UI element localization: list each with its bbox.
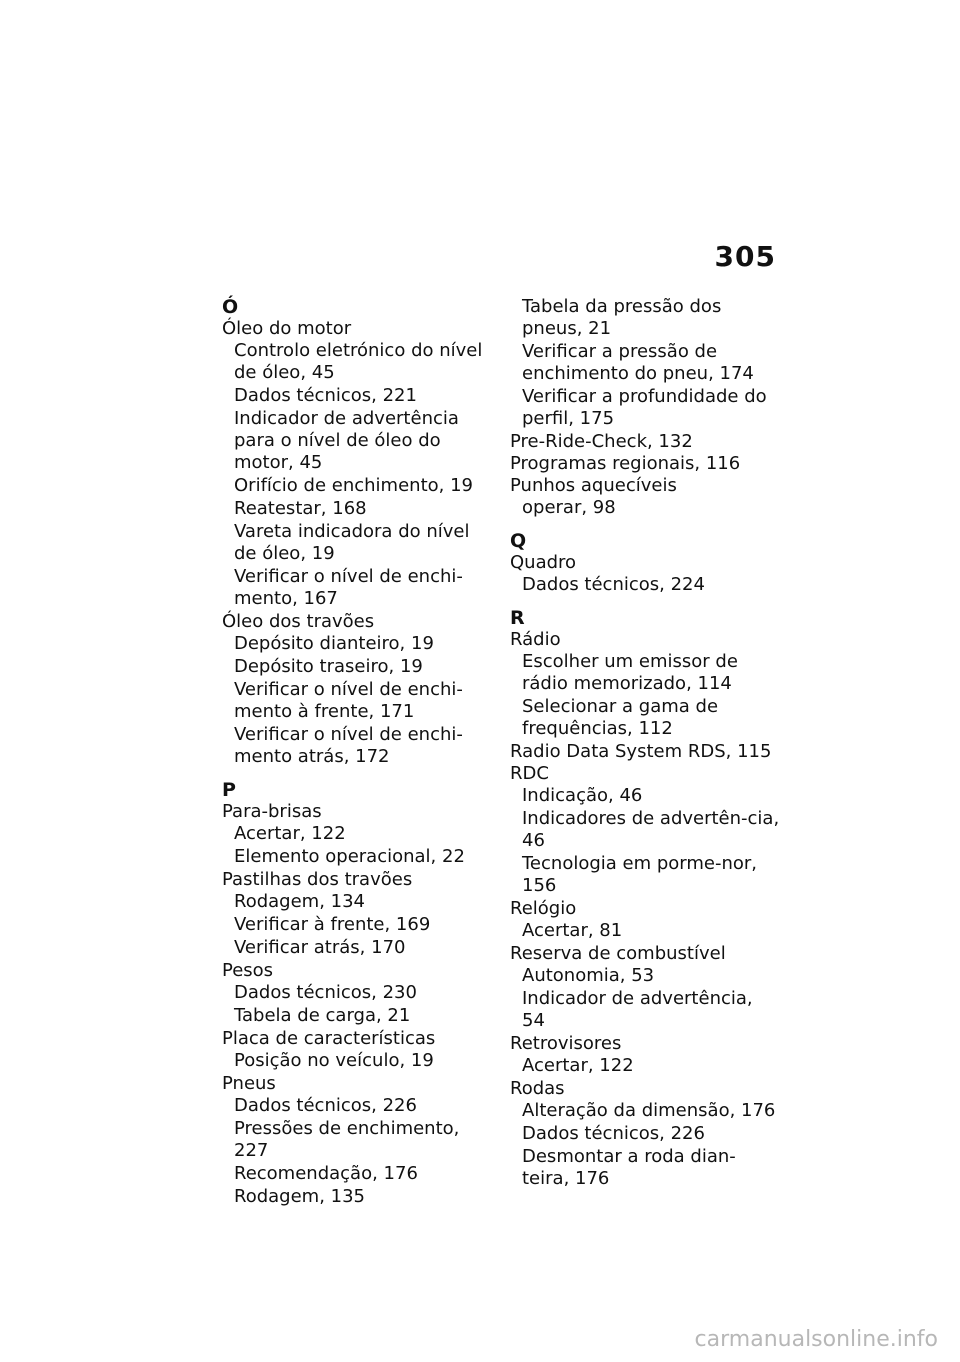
index-term: Pastilhas dos travões [222, 869, 413, 890]
index-subentry: Verificar à frente, 169 [234, 914, 431, 935]
index-term: RDC [510, 763, 549, 784]
index-term: Radio Data System RDS, 115 [510, 741, 772, 762]
index-subentry: Tecnologia em porme-nor, 156 [522, 853, 758, 896]
index-term: Óleo dos travões [222, 611, 375, 632]
index-term: Pre-Ride-Check, 132 [510, 431, 693, 452]
index-subentry: Tabela de carga, 21 [234, 1005, 411, 1026]
index-subentry: Reatestar, 168 [234, 498, 367, 519]
index-subentry: Dados técnicos, 230 [234, 982, 417, 1003]
index-subentry: Rodagem, 134 [234, 891, 366, 912]
index-subentry: Dados técnicos, 226 [522, 1123, 705, 1144]
index-subentry: Orifício de enchimento, 19 [234, 475, 473, 496]
index-term: Pneus [222, 1073, 276, 1094]
index-term: Reserva de combustível [510, 943, 726, 964]
index-subentry: Pressões de enchimento, 227 [234, 1118, 460, 1161]
index-subentry: Alteração da dimensão, 176 [522, 1100, 776, 1121]
index-subentry: Verificar a pressão de enchimento do pneu, 174 [522, 341, 754, 384]
index-letter: R [510, 607, 525, 629]
index-subentry: Recomendação, 176 [234, 1163, 418, 1184]
index-subentry: operar, 98 [522, 497, 616, 518]
index-subentry: Rodagem, 135 [234, 1186, 366, 1207]
index-subentry: Indicação, 46 [522, 785, 643, 806]
index-term: Placa de características [222, 1028, 436, 1049]
index-subentry: Tabela da pressão dos pneus, 21 [522, 296, 722, 339]
index-subentry: Dados técnicos, 226 [234, 1095, 417, 1116]
index-letter: Q [510, 530, 527, 552]
index-term: Rodas [510, 1078, 565, 1099]
watermark: carmanualsonline.info [694, 1327, 938, 1352]
index-subentry: Dados técnicos, 224 [522, 574, 705, 595]
index-subentry: Acertar, 81 [522, 920, 623, 941]
index-subentry: Desmontar a roda dian-teira, 176 [522, 1146, 736, 1189]
index-subentry: Controlo eletrónico do nível de óleo, 45 [234, 340, 483, 383]
index-subentry: Depósito dianteiro, 19 [234, 633, 434, 654]
index-column-right [510, 296, 780, 1191]
index-subentry: Verificar atrás, 170 [234, 937, 406, 958]
index-subentry: Indicador de advertência para o nível de óleo do motor, 45 [234, 408, 459, 473]
index-subentry: Verificar o nível de enchi-mento atrás, 172 [234, 724, 463, 767]
index-subentry: Dados técnicos, 221 [234, 385, 417, 406]
index-subentry: Verificar o nível de enchi-mento, 167 [234, 566, 463, 609]
index-term: Punhos aquecíveis [510, 475, 677, 496]
index-subentry: Indicadores de advertên-cia, 46 [522, 808, 780, 851]
index-term: Retrovisores [510, 1033, 622, 1054]
index-subentry: Vareta indicadora do nível de óleo, 19 [234, 521, 470, 564]
index-subentry: Escolher um emissor de rádio memorizado, 114 [522, 651, 738, 694]
index-subentry: Depósito traseiro, 19 [234, 656, 423, 677]
page-number: 305 [714, 240, 776, 273]
index-letter: Ó [222, 296, 239, 318]
index-subentry: Acertar, 122 [522, 1055, 634, 1076]
index-subentry: Autonomia, 53 [522, 965, 655, 986]
index-term: Rádio [510, 629, 561, 650]
index-term: Óleo do motor [222, 318, 352, 339]
index-subentry: Verificar a profundidade do perfil, 175 [522, 386, 767, 429]
index-subentry: Elemento operacional, 22 [234, 846, 465, 867]
index-term: Programas regionais, 116 [510, 453, 741, 474]
index-subentry: Verificar o nível de enchi-mento à frente, 171 [234, 679, 463, 722]
index-term: Relógio [510, 898, 577, 919]
index-term: Quadro [510, 552, 577, 573]
index-column-left [222, 296, 492, 1209]
index-subentry: Indicador de advertência, 54 [522, 988, 753, 1031]
index-subentry: Posição no veículo, 19 [234, 1050, 434, 1071]
index-letter: P [222, 779, 236, 801]
index-term: Pesos [222, 960, 274, 981]
index-subentry: Selecionar a gama de frequências, 112 [522, 696, 719, 739]
index-subentry: Acertar, 122 [234, 823, 346, 844]
index-term: Para-brisas [222, 801, 322, 822]
